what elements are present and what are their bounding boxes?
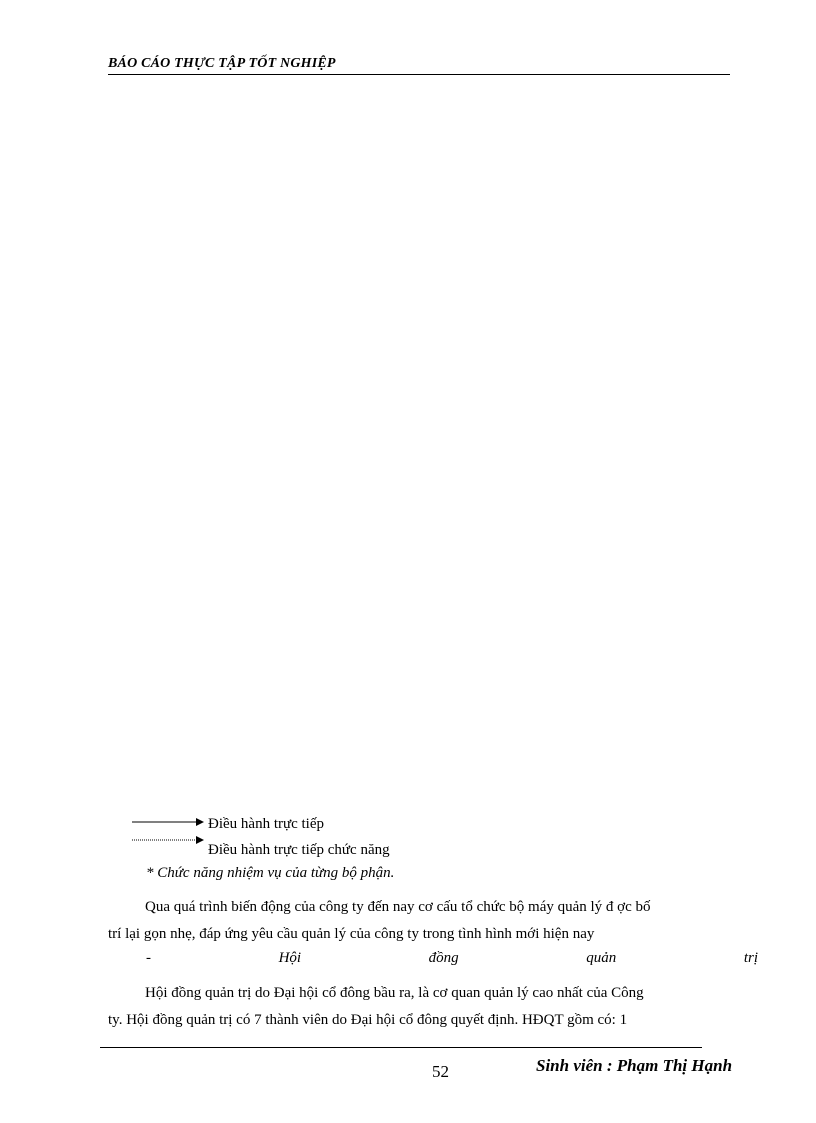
legend-solid-label: Điều hành trực tiếp [208,815,325,832]
subheading-word: đồng [428,950,459,966]
legend-dotted-row [132,830,390,858]
section-heading: * Chức năng nhiệm vụ của từng bộ phận. [146,865,395,881]
paragraph-line: ty. Hội đồng quản trị có 7 thành viên do Đại hội cổ đông quyết định. HĐQT gồm có: 1 [108,1012,628,1028]
solid-arrow-icon [132,816,204,828]
subheading-word: Hội [278,950,302,966]
paragraph-structure [108,894,758,948]
subheading-board-of-directors [146,950,758,967]
subheading-dash: - [146,950,151,966]
subheading-word: trị [743,950,758,966]
page-number: 52 [432,1062,449,1081]
legend-solid-row [132,812,324,832]
subheading-word: quản [586,950,617,966]
paragraph-line: Hội đồng quản trị do Đại hội cổ đông bầu ra, là cơ quan quản lý cao nhất của Công [145,985,644,1001]
paragraph-line: Qua quá trình biến động của công ty đến nay cơ cấu tổ chức bộ máy quản lý đ ợc bố [145,899,651,915]
dotted-arrow-icon [132,834,204,846]
legend-dotted-label: Điều hành trực tiếp chức năng [208,841,390,858]
report-title: BÁO CÁO THỰC TẬP TỐT NGHIỆP [108,56,336,71]
paragraph-board [108,980,758,1034]
page-header [108,56,730,75]
student-name: Sinh viên : Phạm Thị Hạnh [536,1056,733,1075]
paragraph-line: trí lại gọn nhẹ, đáp ứng yêu cầu quản lý của công ty trong tình hình mới hiện nay [108,926,595,942]
footer-divider [100,1047,702,1048]
